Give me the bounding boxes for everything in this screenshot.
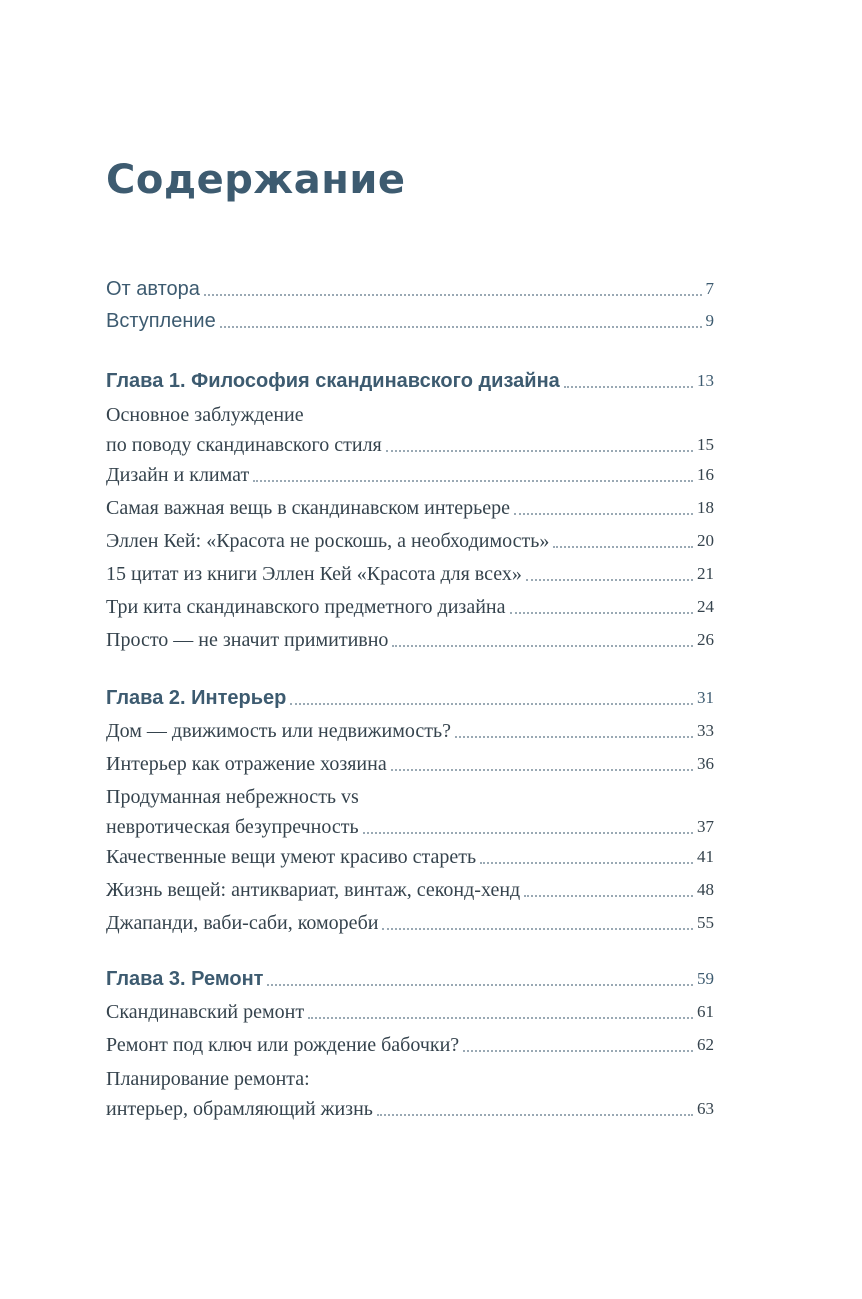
toc-page-number: 31	[697, 688, 714, 707]
toc-entry[interactable]	[106, 526, 714, 556]
toc-page-number: 55	[697, 913, 714, 932]
toc-page-number: 24	[697, 597, 714, 616]
toc-page-number: 21	[697, 564, 714, 583]
toc-chapter-1[interactable]	[106, 366, 714, 396]
leader-dots	[524, 895, 693, 897]
toc-page-number: 7	[705, 279, 714, 298]
leader-dots	[391, 769, 693, 771]
toc-entry[interactable]	[106, 625, 714, 655]
toc-entry[interactable]	[106, 1030, 714, 1060]
toc-page-number: 15	[697, 435, 714, 454]
toc-page-number: 62	[697, 1035, 714, 1054]
leader-dots	[204, 294, 702, 296]
toc-chapter-label: Глава 1. Философия скандинавского дизайна	[106, 370, 560, 392]
leader-dots	[253, 480, 693, 482]
toc-entry-label: Планирование ремонта: интерьер, обрамляющий жизнь	[106, 1068, 373, 1120]
leader-dots	[510, 612, 694, 614]
toc-page-number: 61	[697, 1002, 714, 1021]
toc-entry[interactable]	[106, 592, 714, 622]
toc-entry[interactable]	[106, 559, 714, 589]
toc-entry-label: Интерьер как отражение хозяина	[106, 753, 387, 775]
toc-entry-label: Эллен Кей: «Красота не роскошь, а необходимость»	[106, 530, 550, 552]
toc-entry[interactable]	[106, 400, 714, 460]
leader-dots	[514, 513, 693, 515]
toc-entry-label: Просто — не значит примитивно	[106, 629, 389, 651]
toc-page-number: 9	[705, 311, 714, 330]
leader-dots	[377, 1114, 693, 1116]
toc-entry[interactable]	[106, 842, 714, 872]
toc-chapter-3[interactable]	[106, 964, 714, 994]
toc-page-number: 48	[697, 880, 714, 899]
toc-page-number: 16	[697, 465, 714, 484]
toc-chapter-label: Глава 3. Ремонт	[106, 968, 264, 990]
leader-dots	[480, 862, 693, 864]
toc-entry[interactable]	[106, 782, 714, 842]
toc-entry-label: 15 цитат из книги Эллен Кей «Красота для всех»	[106, 563, 522, 585]
page-title: Содержание	[106, 157, 406, 203]
leader-dots	[553, 546, 693, 548]
toc-chapter-label: Глава 2. Интерьер	[106, 687, 287, 709]
toc-page-number: 20	[697, 531, 714, 550]
toc-page-number: 18	[697, 498, 714, 517]
toc-entry-introduction[interactable]	[106, 306, 714, 336]
toc-page-number: 63	[697, 1099, 714, 1118]
toc-entry-label: Ремонт под ключ или рождение бабочки?	[106, 1034, 460, 1056]
toc-page-number: 36	[697, 754, 714, 773]
toc-entry-label: Три кита скандинавского предметного дизайна	[106, 596, 506, 618]
toc-page-number: 59	[697, 969, 714, 988]
toc-page-number: 26	[697, 630, 714, 649]
leader-dots	[220, 326, 702, 328]
toc-entry-label: Жизнь вещей: антиквариат, винтаж, секонд-хенд	[106, 879, 521, 901]
leader-dots	[386, 450, 693, 452]
toc-page-number: 13	[697, 371, 714, 390]
leader-dots	[392, 645, 693, 647]
toc-entry-label: Дизайн и климат	[106, 464, 250, 486]
leader-dots	[564, 386, 693, 388]
leader-dots	[308, 1017, 693, 1019]
leader-dots	[526, 579, 693, 581]
toc-entry[interactable]	[106, 460, 714, 490]
leader-dots	[363, 832, 693, 834]
toc-entry[interactable]	[106, 493, 714, 523]
toc-entry-label: Основное заблуждение по поводу скандинавского стиля	[106, 404, 382, 456]
toc-entry-label: Продуманная небрежность vs невротическая безупречность	[106, 786, 359, 838]
toc-chapter-2[interactable]	[106, 683, 714, 713]
toc-entry-label: От автора	[106, 278, 200, 300]
toc-entry-label: Качественные вещи умеют красиво стареть	[106, 846, 477, 868]
toc-entry-from-author[interactable]	[106, 274, 714, 304]
toc-entry[interactable]	[106, 908, 714, 938]
toc-entry-label: Вступление	[106, 310, 216, 332]
leader-dots	[267, 984, 693, 986]
toc-entry[interactable]	[106, 749, 714, 779]
toc-page-number: 41	[697, 847, 714, 866]
toc-entry-label: Дом — движимость или недвижимость?	[106, 720, 451, 742]
toc-entry[interactable]	[106, 997, 714, 1027]
toc-entry[interactable]	[106, 1064, 714, 1124]
leader-dots	[455, 736, 693, 738]
leader-dots	[382, 928, 693, 930]
toc-entry[interactable]	[106, 716, 714, 746]
toc-entry-label: Самая важная вещь в скандинавском интерьере	[106, 497, 511, 519]
toc-page-number: 37	[697, 817, 714, 836]
toc-entry-label: Джапанди, ваби-саби, комореби	[106, 912, 379, 934]
leader-dots	[463, 1050, 693, 1052]
toc-page-number: 33	[697, 721, 714, 740]
toc-entry-label: Скандинавский ремонт	[106, 1001, 305, 1023]
leader-dots	[290, 703, 693, 705]
toc-entry[interactable]	[106, 875, 714, 905]
